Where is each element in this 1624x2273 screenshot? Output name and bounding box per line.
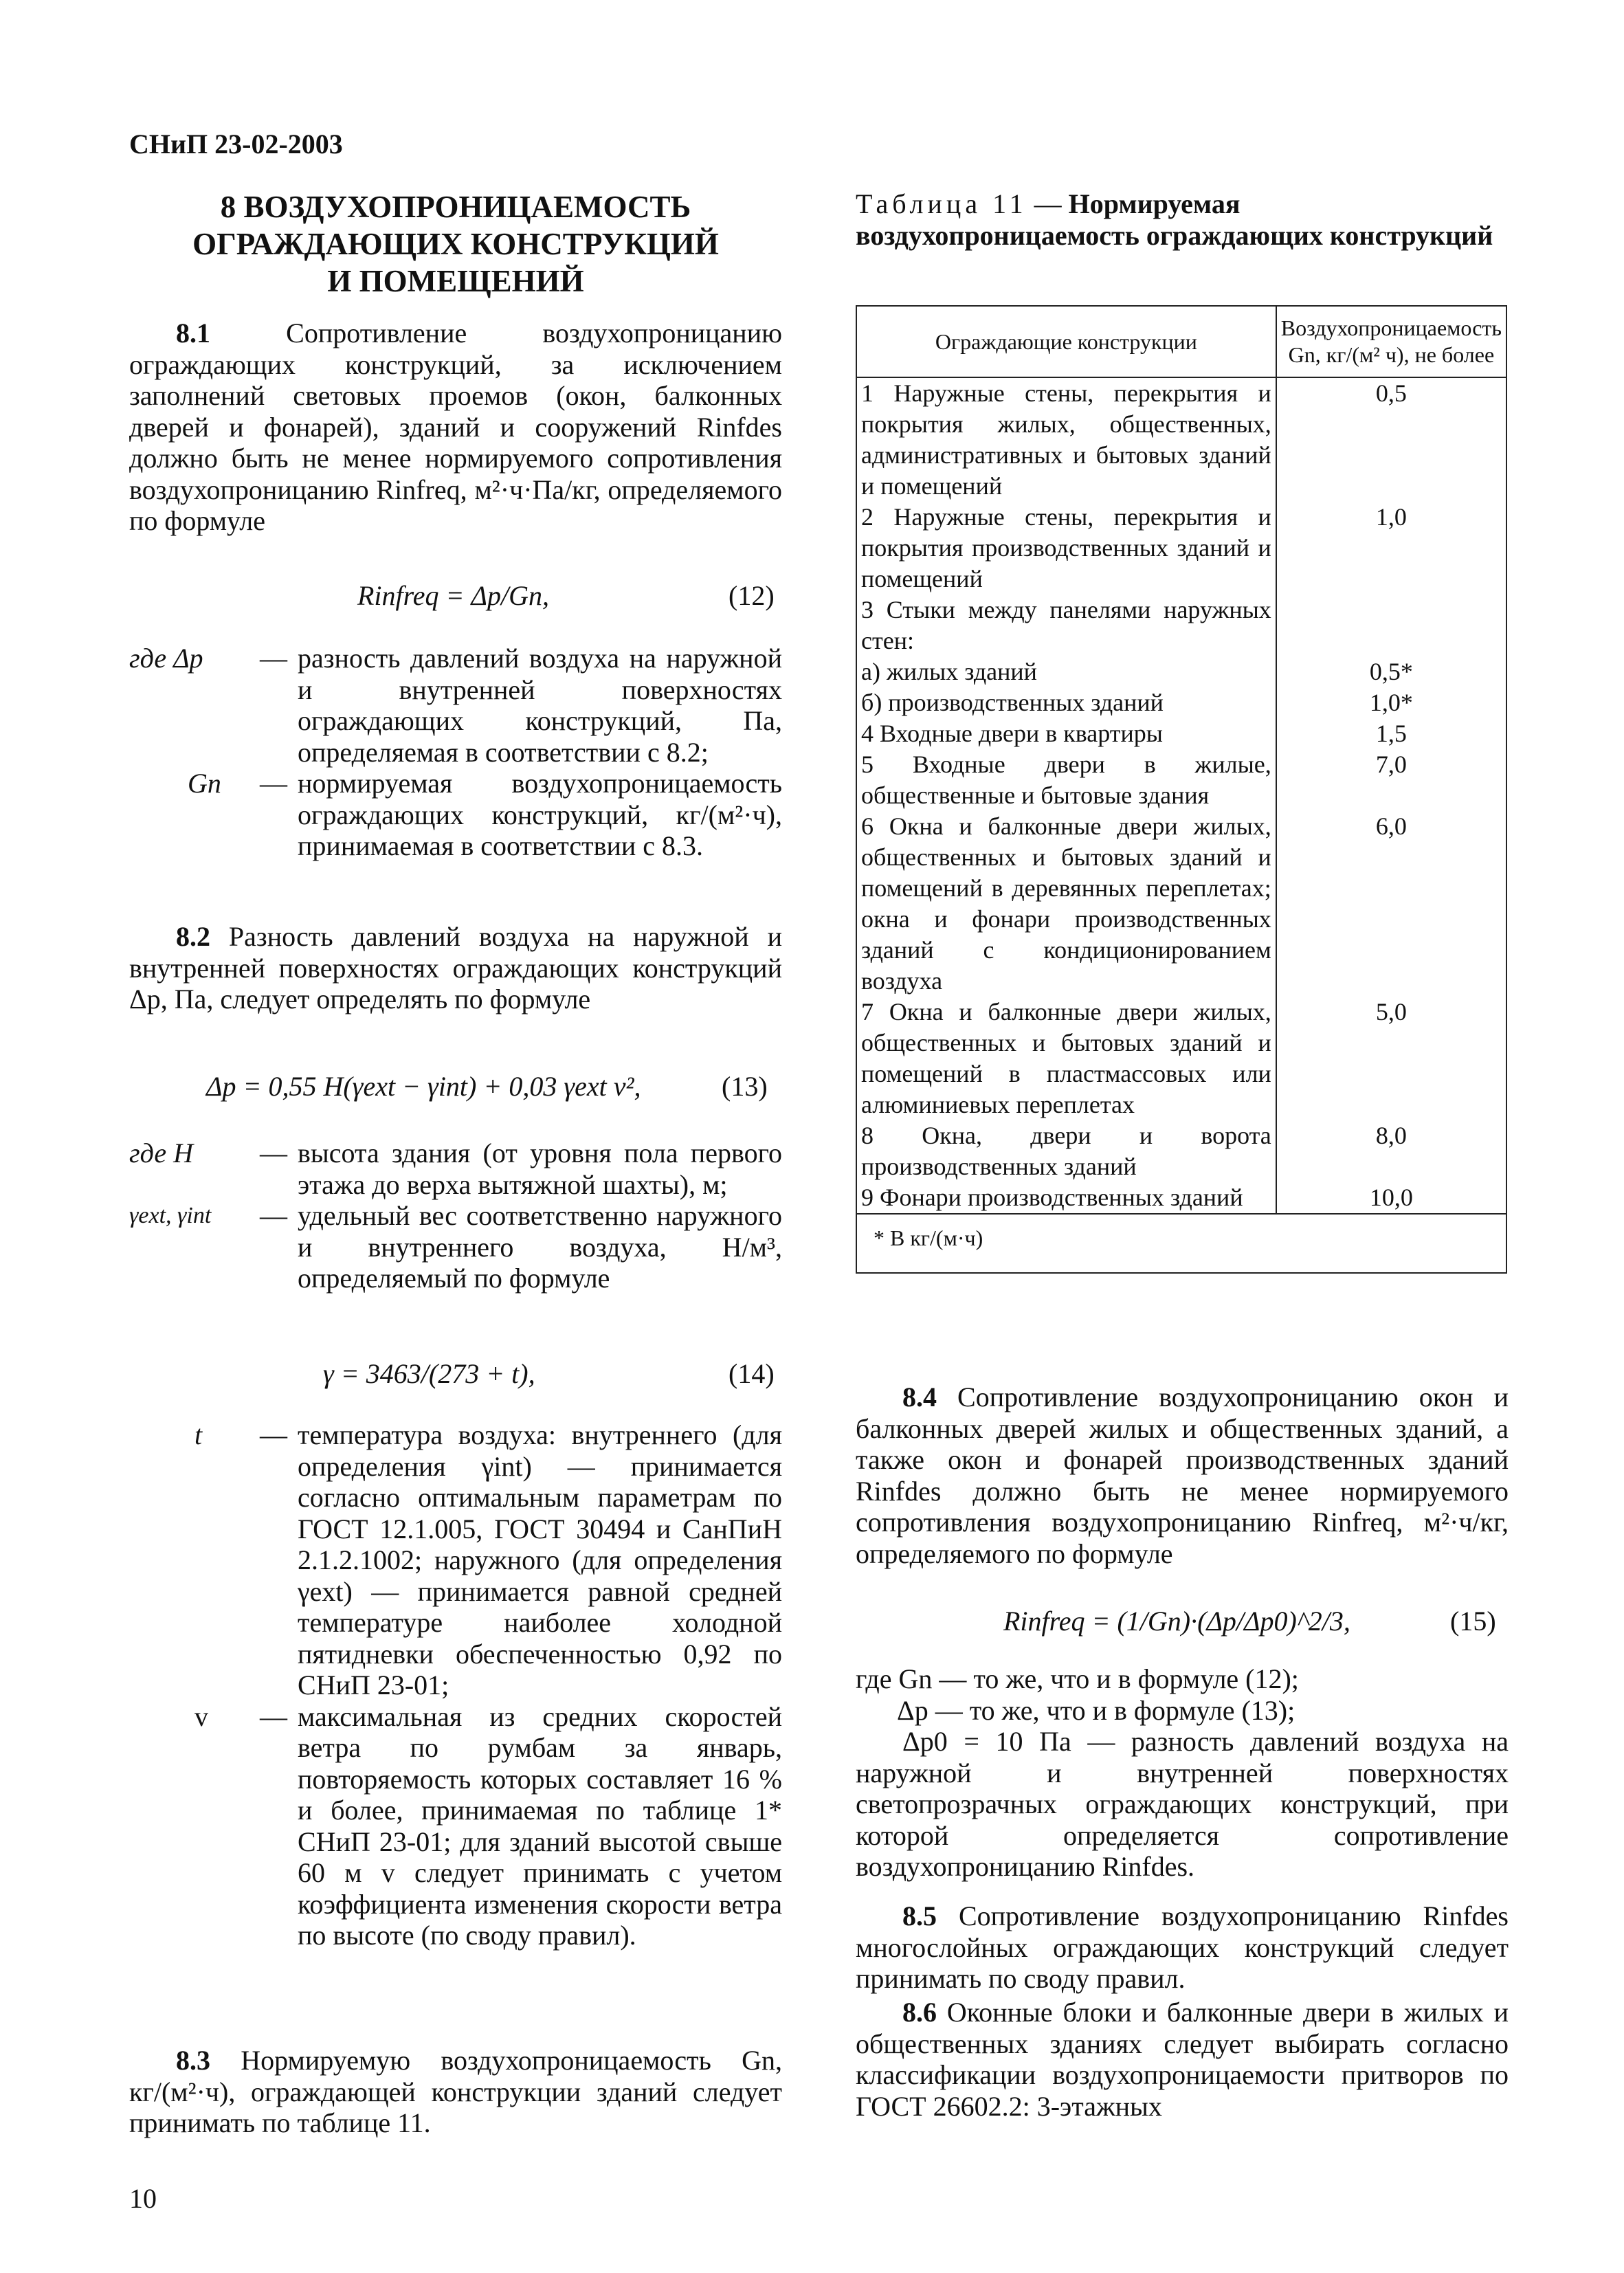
- section-title-line: И ПОМЕЩЕНИЙ: [327, 264, 584, 298]
- definition-dash: —: [260, 1138, 287, 1168]
- definition-dash: —: [260, 768, 287, 799]
- table-footnote-row: [856, 1214, 1506, 1273]
- table-row: [856, 1120, 1506, 1182]
- paragraph-8-2: [129, 921, 782, 1015]
- table-row: [856, 811, 1506, 997]
- definition-text: удельный вес соответственно наружного и внутреннего воздуха, Н/м³, определяемый по формуле: [298, 1200, 782, 1294]
- paragraph-text: Сопротивление воздухопроницанию окон и балконных дверей жилых и общественных зданий, а также окон и фонарей производственных зданий Rinfdes должно быть не менее нормируемого сопротивления воздухопроницанию Rinfreq, м²·ч/кг, определяемого по формуле: [856, 1382, 1509, 1569]
- formula-13: Δp = 0,55 H(γext − γint) + 0,03 γext v²,: [206, 1071, 641, 1102]
- definition-symbol: t: [194, 1419, 203, 1450]
- table-cell: 9 Фонари производственных зданий: [856, 1182, 1276, 1214]
- table-row: [856, 997, 1506, 1120]
- table-cell: б) производственных зданий: [856, 687, 1276, 718]
- table-cell: 1,0: [1276, 502, 1506, 595]
- formula-12: Rinfreq = Δp/Gn,: [357, 580, 549, 611]
- paragraph-text: Сопротивление воздухопроницанию Rinfdes многослойных ограждающих конструкций следует принимать по своду правил.: [856, 1900, 1509, 1994]
- section-title-line: 8 ВОЗДУХОПРОНИЦАЕМОСТЬ: [220, 190, 691, 224]
- table-cell: 0,5*: [1276, 656, 1506, 687]
- formula-15: Rinfreq = (1/Gn)·(Δp/Δp0)^2/3,: [1003, 1606, 1350, 1637]
- table-cell: 3 Стыки между панелями наружных стен:: [856, 595, 1276, 656]
- table-row: [856, 502, 1506, 595]
- table-cell: 2 Наружные стены, перекрытия и покрытия производственных зданий и помещений: [856, 502, 1276, 595]
- table-cell: 1,0*: [1276, 687, 1506, 718]
- where-line: где Gn — то же, что и в формуле (12);: [856, 1663, 1299, 1694]
- table-cell: 7 Окна и балконные двери жилых, общественных и бытовых зданий и помещений в пластмассовых или алюминиевых переплетах: [856, 997, 1276, 1120]
- definition-item: [129, 643, 782, 768]
- table-cell: 5 Входные двери в жилые, общественные и бытовые здания: [856, 749, 1276, 811]
- paragraph-8-1: [129, 318, 782, 537]
- table-title: Нормируемая воздухопроницаемость ограждающих конструкций: [856, 188, 1493, 251]
- clause-number: 8.3: [176, 2045, 210, 2076]
- table-row: [856, 656, 1506, 687]
- table-row: [856, 749, 1506, 811]
- table-11: [856, 305, 1507, 1274]
- formula-number: (14): [728, 1358, 775, 1389]
- definition-text: температура воздуха: внутреннего (для определения γint) — принимается согласно оптимальным параметрам по ГОСТ 12.1.005, ГОСТ 30494 и СанПиН 2.1.2.1002; наружного (для определения γext) — принимается равной средней температуре наиболее холодной пятидневки обеспеченностью 0,92 по СНиП 23-01;: [298, 1419, 782, 1700]
- definition-text: максимальная из средних скоростей ветра по румбам за январь, повторяемость которых составляет 16 % и более, принимаемая по таблице 1* СНиП 23-01; для зданий высотой свыше 60 м v следует принимать с учетом коэффициента изменения скорости ветра по высоте (по своду правил).: [298, 1700, 782, 1951]
- paragraph-text: Оконные блоки и балконные двери в жилых и общественных зданиях следует выбирать согласно классификации воздухопроницаемости притворов по ГОСТ 26602.2: 3-этажных: [856, 1997, 1509, 2122]
- table-cell: 0,5: [1276, 377, 1506, 502]
- definitions-list: [129, 1419, 782, 1951]
- definition-item: [129, 1419, 782, 1701]
- paragraph-8-4: [856, 1382, 1509, 1569]
- definitions-list: [129, 1138, 782, 1294]
- table-cell: 4 Входные двери в квартиры: [856, 718, 1276, 749]
- table-cell: 6,0: [1276, 811, 1506, 997]
- paragraph-text: Сопротивление воздухопроницанию ограждающих конструкций, за исключением заполнений световых проемов (окон, балконных дверей и фонарей), зданий и сооружений Rinfdes должно быть не менее нормируемого сопротивления воздухопроницанию Rinfreq, м²·ч·Па/кг, определяемого по формуле: [129, 318, 782, 536]
- table-cell: 5,0: [1276, 997, 1506, 1120]
- definition-symbol: где Δp: [129, 643, 203, 674]
- definition-text: нормируемая воздухопроницаемость ограждающих конструкций, кг/(м²·ч), принимаемая в соответствии с 8.3.: [298, 768, 782, 861]
- formula-number: (15): [1450, 1606, 1496, 1637]
- definition-text: высота здания (от уровня пола первого этажа до верха вытяжной шахты), м;: [298, 1138, 782, 1200]
- definition-item: [129, 1138, 782, 1200]
- where-line: Δp — то же, что и в формуле (13);: [897, 1694, 1295, 1726]
- definition-symbol: где H: [129, 1138, 193, 1168]
- section-title-line: ОГРАЖДАЮЩИХ КОНСТРУКЦИЙ: [192, 227, 719, 261]
- paragraph-8-6: [856, 1997, 1509, 2122]
- paragraph-8-4-where: [856, 1663, 1509, 1883]
- table-row: [856, 595, 1506, 656]
- table-header-cell: Ограждающие конструкции: [856, 306, 1276, 377]
- running-header: СНиП 23-02-2003: [129, 129, 343, 159]
- definition-dash: —: [260, 1700, 287, 1732]
- table-header-cell: Воздухопроницаемость Gn, кг/(м² ч), не более: [1276, 306, 1506, 377]
- table-cell: 10,0: [1276, 1182, 1506, 1214]
- table-row: [856, 377, 1506, 502]
- paragraph-8-5: [856, 1900, 1509, 1995]
- table-row: [856, 718, 1506, 749]
- table-row: [856, 687, 1506, 718]
- table-cell: 7,0: [1276, 749, 1506, 811]
- formula-number: (13): [722, 1071, 768, 1102]
- where-line: Δp0 = 10 Па — разность давлений воздуха на наружной и внутренней поверхностях светопрозрачных ограждающих конструкций, при которой определяется сопротивление воздухопроницанию Rinfdes.: [856, 1726, 1509, 1882]
- definition-item: [129, 768, 782, 862]
- clause-number: 8.1: [176, 318, 210, 348]
- definition-symbol: Gn: [188, 768, 221, 799]
- clause-number: 8.4: [902, 1382, 937, 1412]
- paragraph-text: Нормируемую воздухопроницаемость Gn, кг/(м²·ч), ограждающей конструкции зданий следует принимать по таблице 11.: [129, 2045, 782, 2138]
- table-caption: Таблица 11 — Нормируемая воздухопроницаемость ограждающих конструкций: [856, 188, 1493, 251]
- clause-number: 8.2: [176, 921, 210, 952]
- page-number: 10: [129, 2183, 157, 2214]
- definition-text: разность давлений воздуха на наружной и внутренней поверхностях ограждающих конструкций, Па, определяемая в соответствии с 8.2;: [298, 643, 782, 768]
- table-footnote: * В кг/(м·ч): [856, 1214, 1506, 1273]
- table-row: [856, 1182, 1506, 1214]
- definition-dash: —: [260, 1419, 287, 1450]
- definition-symbol: v: [194, 1700, 208, 1732]
- table-cell: [1276, 595, 1506, 656]
- table-label: Таблица 11: [856, 188, 1027, 219]
- clause-number: 8.5: [902, 1900, 937, 1931]
- table-header-row: [856, 306, 1506, 377]
- definition-dash: —: [260, 1200, 287, 1231]
- paragraph-text: Разность давлений воздуха на наружной и внутренней поверхностях ограждающих конструкций Δp, Па, следует определять по формуле: [129, 921, 782, 1014]
- table-cell: а) жилых зданий: [856, 656, 1276, 687]
- table-cell: 1 Наружные стены, перекрытия и покрытия жилых, общественных, административных и бытовых зданий и помещений: [856, 377, 1276, 502]
- section-title: [129, 188, 782, 300]
- definitions-list: [129, 643, 782, 862]
- clause-number: 8.6: [902, 1997, 937, 2028]
- definition-symbol: γext, γint: [129, 1203, 212, 1228]
- definition-item: [129, 1200, 782, 1294]
- table-cell: 1,5: [1276, 718, 1506, 749]
- table-cell: 6 Окна и балконные двери жилых, общественных и бытовых зданий и помещений в деревянных переплетах; окна и фонари производственных зданий с кондиционированием воздуха: [856, 811, 1276, 997]
- definition-item: [129, 1701, 782, 1951]
- formula-14: γ = 3463/(273 + t),: [323, 1358, 535, 1389]
- table-cell: 8,0: [1276, 1120, 1506, 1182]
- definition-dash: —: [260, 643, 287, 674]
- formula-number: (12): [728, 580, 775, 611]
- table-cell: 8 Окна, двери и ворота производственных зданий: [856, 1120, 1276, 1182]
- paragraph-8-3: [129, 2045, 782, 2139]
